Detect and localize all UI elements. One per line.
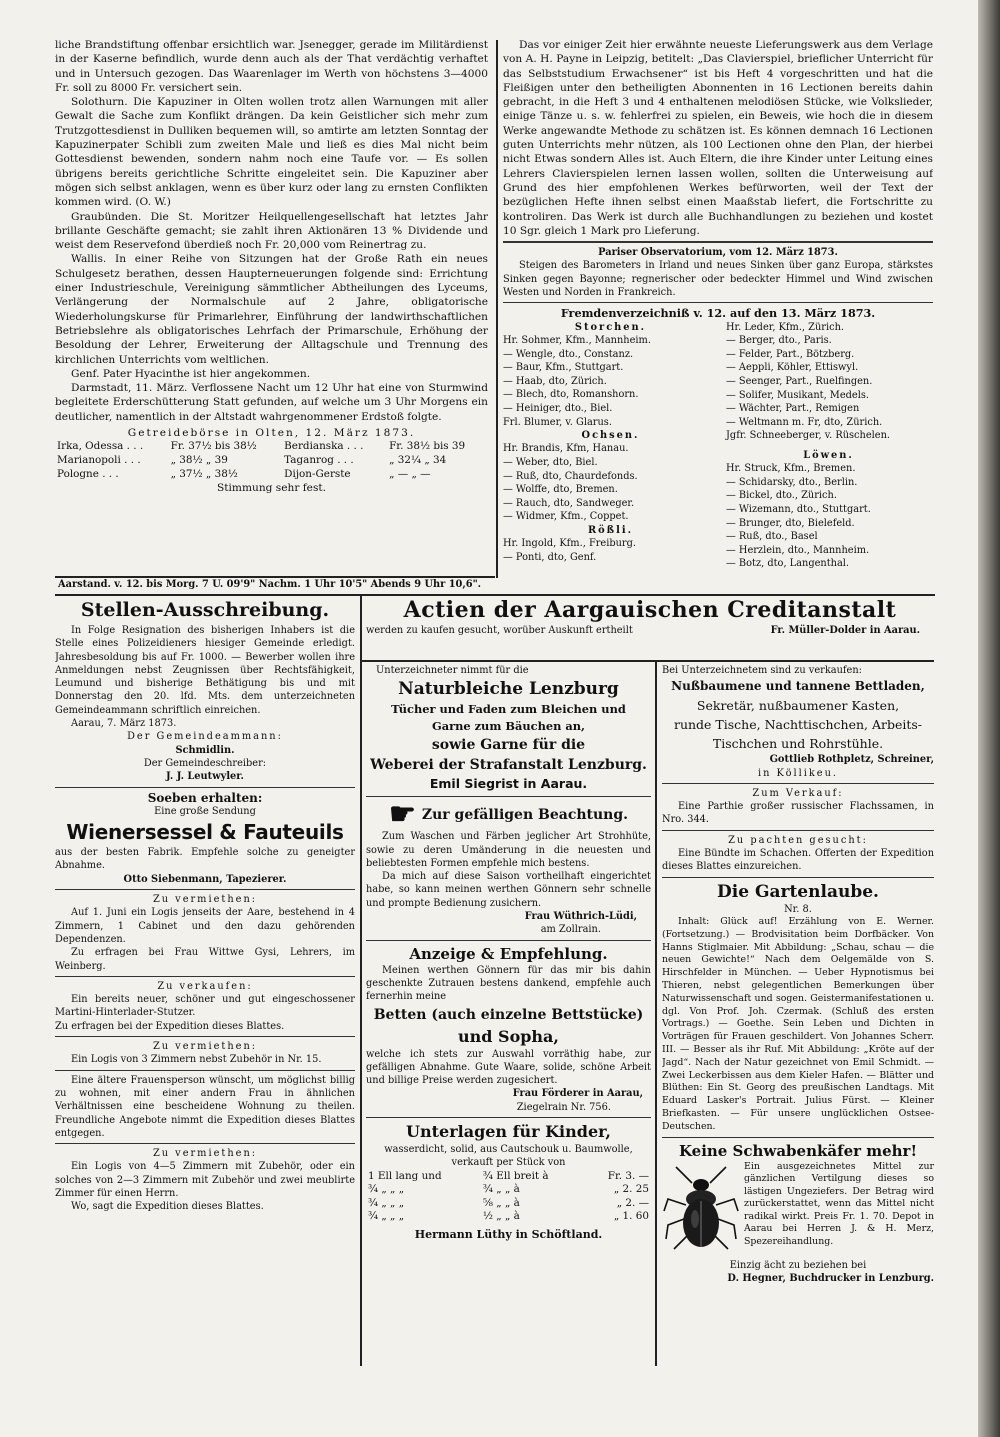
price-cell-b: ½ „ „ à: [482, 1210, 520, 1223]
ad-unterlagen-text2: verkauft per Stück von: [451, 1157, 566, 1169]
ad-wiener-sign: Otto Siebenmann, Tapezierer.: [123, 873, 287, 885]
storchen-guests: [503, 334, 718, 429]
guest-entry: Hr. Ingold, Kfm., Freiburg.: [503, 538, 636, 550]
ad-anzeige-big1: Betten (auch einzelne Bettstücke): [373, 1006, 644, 1023]
ad-anzeige-text2: welche ich stets zur Auswahl vorräthig habe, zur gefälligen Abnahme. Gute Waare, solide, schöne Arbeit und billige Preise werden zugesichert.: [366, 1048, 651, 1087]
divider: [662, 877, 934, 878]
ad-vermiethen-3-text: Ein Logis von 4—5 Zimmern mit Zubehör, oder ein solches von 2—3 Zimmern mit Zubehör und zwei meublirte Zimmer für einen Herrn.: [55, 1161, 355, 1199]
grain-cell-b: Fr. 37½ bis 38½: [170, 440, 257, 453]
ad-wiener-sub: Eine große Sendung: [154, 805, 256, 817]
news-column-left: [55, 38, 488, 574]
ad-vermiethen-1-text: Auf 1. Juni ein Logis jenseits der Aare, bestehend in 4 Zimmern, 1 Cabinet und den dazu gehörenden Dependenzen.: [55, 907, 355, 945]
guest-entry: Hr. Leder, Kfm., Zürich.: [726, 321, 845, 333]
price-cell-c: Fr. 3. —: [607, 1169, 649, 1182]
ad-stellen-name2: J. J. Leutwyler.: [166, 771, 244, 783]
ad-anzeige-sign: Frau Förderer in Aarau,: [512, 1088, 643, 1100]
guest-entry: Hr. Brandis, Kfm, Hanau.: [503, 443, 629, 455]
ad-vermiethen-2-text: Ein Logis von 3 Zimmern nebst Zubehör in Nr. 15.: [71, 1054, 322, 1066]
ad-verkaufen-text2: Zu erfragen bei der Expedition dieses Blattes.: [55, 1020, 285, 1032]
ad-vermiethen-2-head: Zu vermiethen:: [152, 1041, 258, 1053]
ad-vermiethen-1-text2: Zu erfragen bei Frau Wittwe Gysi, Lehrers, im Weinberg.: [55, 947, 355, 972]
guest-entry: — Seenger, Part., Ruelfingen.: [726, 376, 873, 388]
rossli-guests: [503, 537, 718, 564]
guest-entry: — Widmer, Kfm., Coppet.: [503, 511, 629, 523]
ad-stellen-title: Stellen-Ausschreibung.: [80, 599, 330, 621]
ad-anzeige-addr: Ziegelrain Nr. 756.: [516, 1101, 611, 1113]
ad-vermiethen-3-head: Zu vermiethen:: [152, 1148, 258, 1160]
ad-gartenlaube: [662, 881, 934, 1134]
guest-entry: — Solifer, Musikant, Medels.: [726, 389, 869, 401]
price-cell-a: ¾ „ „ „: [368, 1196, 405, 1209]
grain-cell-d: Fr. 38½ bis 39: [389, 440, 466, 453]
divider: [55, 1036, 355, 1037]
ad-stellen-text: In Folge Resignation des bisherigen Inhabers ist die Stelle eines Polizeidieners hiesiger Gemeinde erledigt. Jahresbesoldung bis auf Fr. 1000. — Bewerber wollen ihre Anmeldungen nebst Zeugnissen über Rechtsfähigkeit, Leumund und bisherige Bethätigung bis und mit Donnerstag den 20. lfd. Mts. dem unterzeichneten Gemeindeammann schriftlich einreichen.: [55, 625, 355, 716]
ad-actien-title: Actien der Aargauischen Creditanstalt: [403, 597, 897, 623]
divider: [662, 830, 934, 831]
guest-entry: — Wolffe, dto, Bremen.: [503, 484, 618, 496]
guest-entry: — Brunger, dto, Bielefeld.: [726, 517, 855, 529]
ad-verkaufen: [55, 980, 355, 1033]
guest-entry: — Berger, dto., Paris.: [726, 335, 832, 347]
guest-list-left: [503, 321, 718, 571]
ad-stellen-name1: Schmidlin.: [175, 744, 235, 756]
ad-schwaben-title: Keine Schwabenkäfer mehr!: [678, 1141, 918, 1160]
guest-entry: — Felder, Part., Bötzberg.: [726, 348, 855, 360]
ad-flachs-text: Eine Parthie großer russischer Flachssamen, in Nro. 344.: [662, 801, 934, 826]
column-divider: [496, 40, 498, 578]
article-darmstadt: Darmstadt, 11. März. Verflossene Nacht um 12 Uhr hat eine von Sturmwind begleitete Erderschütterung Statt gefunden, auf welche um 3 Uhr Morgens ein deutlicher, namentlich in der Altstadt wahrgenommener Erdstoß folgte.: [55, 382, 488, 423]
guest-entry: — Blech, dto, Romanshorn.: [503, 389, 639, 401]
guest-entry: — Haab, dto, Zürich.: [503, 375, 607, 387]
ad-anzeige-big2: und Sopha,: [457, 1026, 559, 1046]
pointing-hand-icon: ☛: [388, 797, 416, 833]
ad-vermiethen-3-text2: Wo, sagt die Expedition dieses Blattes.: [71, 1201, 264, 1213]
river-level-line: Aarstand. v. 12. bis Morg. 7 U. 09'9" Nachm. 1 Uhr 10'5" Abends 9 Uhr 10,6".: [58, 579, 482, 590]
guest-entry: — Wengle, dto., Constanz.: [503, 348, 634, 360]
grain-row: [55, 454, 488, 468]
ad-stellen-role1: Der Gemeindeammann:: [127, 731, 283, 743]
ad-beachtung-title: Zur gefälligen Beachtung.: [421, 807, 629, 824]
ad-anzeige: [366, 944, 651, 1114]
price-cell-b: ¾ „ „ à: [482, 1183, 520, 1196]
ad-wiener-title: Wienersessel & Fauteuils: [66, 820, 344, 845]
grain-cell-c: Taganrog . . .: [284, 453, 354, 466]
ad-stellen-date: Aarau, 7. März 1873.: [71, 718, 177, 730]
ad-buendte: [662, 834, 934, 874]
ad-unterlagen: [366, 1121, 651, 1241]
divider: [366, 940, 651, 941]
ad-gartenlaube-nr: Nr. 8.: [784, 903, 812, 915]
cockroach-illustration: [662, 1161, 740, 1259]
ad-naturbleiche-l1: Tücher und Faden zum Bleichen und: [391, 702, 626, 717]
article-brandstiftung: liche Brandstiftung offenbar ersichtlich war. Jsenegger, gerade im Militärdienst in der Kaserne befindlich, wurde denn auch als der That verdächtig verhaftet und in Untersuch gezogen. Das Waarenlager im Werth von höchstens 3—4000 Fr. soll zu 8000 Fr. versichert sein.: [55, 39, 488, 94]
guest-entry: — Baur, Kfm., Stuttgart.: [503, 362, 624, 374]
guest-entry: — Ponti, dto, Genf.: [503, 551, 597, 563]
article-wallis: Wallis. In einer Reihe von Sitzungen hat der Große Rath ein neues Schulgesetz berathen, dessen Haupterneuerungen folgende sind: Errichtung einer Industrieschule, Vereinigung sämmtlicher Abtheilungen des Lyceums, Verlängerung der Normalschule auf 2 Jahre, obligatorische Wiederholungskurse für Primarlehrer, Einführung der landwirthschaftlichen Betriebslehre als obligatorisches Lehrfach der Primarschule, Erhöhung der Besoldung der Lehrer, Erweiterung der Alltagschule und Trennung des kirchlichen Unterrichts vom weltlichen.: [55, 253, 488, 366]
ad-anzeige-title: Anzeige & Empfehlung.: [409, 944, 608, 963]
ad-beachtung-header: [366, 797, 651, 833]
ad-unterlagen-sign: Hermann Lüthy in Schöftland.: [414, 1228, 603, 1242]
ad-verkaufen-text: Ein bereits neuer, schöner und gut eingeschossener Martini-Hinterlader-Stutzer.: [55, 994, 355, 1019]
price-row: [366, 1183, 651, 1197]
ad-wienersessel: [55, 791, 355, 886]
ad-actien: [366, 596, 934, 658]
divider: [55, 787, 355, 788]
grain-cell-b: „ 38½ „ 39: [170, 453, 228, 466]
hotel-storchen: Storchen.: [574, 321, 647, 333]
ad-bettladen-l1: Nußbaumene und tannene Bettladen,: [671, 679, 925, 694]
price-cell-a: 1 Ell lang und: [368, 1169, 442, 1182]
ad-bettladen-intro: Bei Unterzeichnetem sind zu verkaufen:: [662, 665, 862, 676]
price-cell-a: ¾ „ „ „: [368, 1210, 405, 1223]
ad-bettladen-l3: runde Tische, Nachttischchen, Arbeits-: [673, 717, 923, 733]
news-column-right: [503, 38, 933, 578]
observatory-title: Pariser Observatorium, vom 12. März 1873.: [598, 247, 838, 259]
guest-entry: Hr. Struck, Kfm., Bremen.: [726, 463, 856, 475]
grain-exchange-table: [55, 440, 488, 481]
price-cell-b: ¾ Ell breit à: [482, 1169, 549, 1182]
divider: [55, 1143, 355, 1144]
ad-stellen: [55, 596, 355, 784]
rule: [362, 660, 934, 662]
grain-cell-c: Berdianska . . .: [284, 440, 364, 453]
hotel-lowen: Löwen.: [803, 449, 854, 461]
grain-cell-c: Dijon-Gerste: [284, 467, 351, 480]
ad-schwaben-sign: D. Hegner, Buchdrucker in Lenzburg.: [727, 1272, 934, 1284]
ad-vermiethen-2: [55, 1040, 355, 1067]
divider: [55, 889, 355, 890]
grain-cell-d: „ — „ —: [389, 467, 431, 480]
price-cell-c: „ 2. —: [616, 1196, 649, 1209]
ad-naturbleiche-intro: Unterzeichneter nimmt für die: [376, 665, 529, 676]
price-cell-c: „ 1. 60: [613, 1210, 649, 1223]
divider: [55, 976, 355, 977]
page-edge-shadow: [978, 0, 1000, 1437]
ad-naturbleiche-l3: sowie Garne für die: [431, 737, 586, 754]
price-row: [366, 1210, 651, 1224]
divider: [662, 1137, 934, 1138]
ad-flachs: [662, 787, 934, 827]
ad-actien-row: [366, 624, 934, 637]
ad-anzeige-text: Meinen werthen Gönnern für das mir bis dahin geschenkte Zutrauen bestens dankend, empfehle auch fernerhin meine: [366, 964, 651, 1003]
grain-cell-b: „ 37½ „ 38½: [170, 467, 238, 480]
ads-column-right: [662, 664, 934, 1366]
guest-entry: Jgfr. Schneeberger, v. Rüschelen.: [726, 430, 890, 442]
ad-actien-sign: Fr. Müller-Dolder in Aarau.: [770, 625, 920, 636]
divider: [503, 241, 933, 243]
ad-unterlagen-text: wasserdicht, solid, aus Cautschouk u. Baumwolle,: [384, 1144, 633, 1156]
divider: [503, 302, 933, 303]
article-graubuenden: Graubünden. Die St. Moritzer Heilquellengesellschaft hat letztes Jahr brillante Geschäfte gemacht; sie zahlt ihren Aktionären 13 % Dividende und weist dem Reservefond überdieß noch Fr. 20,000 vom Reinertrag zu.: [55, 210, 488, 252]
ad-unterlagen-title: Unterlagen für Kinder,: [406, 1122, 611, 1142]
grain-exchange-title: Getreidebörse in Olten, 12. März 1873.: [127, 427, 416, 440]
ads-column-left: [55, 596, 355, 1366]
ad-flachs-head: Zum Verkauf:: [752, 787, 844, 799]
price-row: [366, 1170, 651, 1184]
column-divider: [655, 660, 657, 1366]
guest-entry: Hr. Sohmer, Kfm., Mannheim.: [503, 334, 651, 346]
guest-list-title: Fremdenverzeichniß v. 12. auf den 13. März 1873.: [560, 306, 876, 321]
grain-exchange-note: Stimmung sehr fest.: [217, 482, 326, 495]
ad-schwaben-text: Ein ausgezeichnetes Mittel zur gänzlichen Vertilgung dieses so lästigen Ungeziefers. Der Betrag wird zurückerstattet, wenn das Mittel nicht radikal wirkt. Preis Fr. 1. 70. Depot in Aarau bei Herren J. & H. Merz, Spezereihandlung.: [744, 1160, 934, 1248]
price-row: [366, 1197, 651, 1211]
grain-cell-a: Pologne . . .: [57, 467, 119, 480]
ad-naturbleiche-title: Naturbleiche Lenzburg: [398, 679, 619, 700]
guest-entry: — Wizemann, dto., Stuttgart.: [726, 504, 871, 516]
ad-naturbleiche-l2: Garne zum Bäuchen an,: [431, 719, 585, 734]
ad-beachtung-sign: Frau Wüthrich-Lüdi,: [524, 911, 637, 923]
ad-bettladen-sign: Gottlieb Rothpletz, Schreiner,: [769, 754, 934, 766]
grain-row: [55, 440, 488, 454]
grain-row: [55, 468, 488, 482]
column-divider: [360, 596, 362, 1366]
ad-beachtung-place: am Zollrain.: [540, 924, 601, 936]
grain-cell-d: „ 32¼ „ 34: [389, 453, 447, 466]
ad-bettladen: [662, 664, 934, 780]
ad-buendte-head: Zu pachten gesucht:: [728, 834, 868, 846]
ad-actien-text: werden zu kaufen gesucht, worüber Auskunft ertheilt: [366, 625, 633, 636]
ad-bettladen-place: in Köllikeu.: [757, 767, 839, 779]
guest-entry: — Heiniger, dto., Biel.: [503, 402, 613, 414]
ad-beachtung: [366, 797, 651, 936]
ad-vermiethen-3: [55, 1147, 355, 1213]
guest-list-right: [726, 321, 931, 571]
guest-entry: — Aeppli, Köhler, Ettiswyl.: [726, 362, 859, 374]
guest-entry: Frl. Blumer, v. Glarus.: [503, 416, 612, 428]
ad-wiener-text: aus der besten Fabrik. Empfehle solche zu geneigter Abnahme.: [55, 847, 355, 872]
hotel-rossli: Rößli.: [588, 524, 633, 536]
ad-schwabenkaefer: [662, 1141, 934, 1286]
ad-bettladen-l2: Sekretär, nußbaumener Kasten,: [696, 698, 900, 714]
divider: [662, 783, 934, 784]
ad-schwaben-text2: Einzig ächt zu beziehen bei: [729, 1259, 867, 1271]
guest-entry: — Botz, dto, Langenthal.: [726, 558, 850, 570]
price-cell-b: ⅝ „ „ à: [482, 1196, 520, 1209]
article-clavierspiel: Das vor einiger Zeit hier erwähnte neueste Lieferungswerk aus dem Verlage von A. H. Payne in Leipzig, betitelt: „Das Clavierspiel, brieflicher Unterricht für das Selbststudium Erwachsener“ ist bis Heft 4 vorgeschritten und hat die Fleißigen unter den betheiligten Abonnenten in 16 Lectionen bereits dahin gebracht, in die Heft 3 und 4 enthaltenen melodiösen Stücke, wie Volkslieder, einige Tänze u. s. w. fehlerfrei zu spielen, ein Beweis, wie hoch die in diesem Werke angewandte Methode zu schätzen ist. Es können demnach 16 Lectionen guten Unterrichts mehr nützen, als 100 Lectionen ohne den Plan, der hierbei nicht Etwas sondern Alles ist. Auch Eltern, die ihre Kinder unter Leitung eines Lehrers Clavierspielen lernen lassen wollen, sollten die Unterweisung auf Grund des hier empfohlenen Werkes befürworten, weil der Text der bezüglichen Hefte ihnen selbst einen Maaßstab liefert, die Fortschritte zu kontroliren. Das Werk ist durch alle Buchhandlungen zu beziehen und kostet 10 Sgr. gleich 1 Mark pro Lieferung.: [503, 39, 933, 237]
storchen-guests-continued: [726, 321, 931, 443]
guest-entry: — Bickel, dto., Zürich.: [726, 490, 837, 502]
guest-entry: — Weltmann m. Fr, dto, Zürich.: [726, 416, 883, 428]
ad-schwaben-body: [662, 1161, 934, 1259]
ad-naturbleiche-l4: Weberei der Strafanstalt Lenzburg.: [370, 757, 647, 774]
ad-vermiethen-1-head: Zu vermiethen:: [152, 894, 258, 906]
guest-list: [503, 321, 933, 571]
guest-entry: — Wächter, Part., Remigen: [726, 403, 860, 415]
ads-column-middle: [366, 664, 651, 1364]
hotel-ochsen: Ochsen.: [581, 430, 640, 442]
ad-verkaufen-head: Zu verkaufen:: [157, 980, 253, 992]
guest-entry: — Ruß, dto., Basel: [726, 531, 818, 543]
ad-frauensperson: [55, 1074, 355, 1140]
grain-cell-a: Irka, Odessa . . .: [57, 440, 144, 453]
article-genf: Genf. Pater Hyacinthe ist hier angekommen.: [71, 367, 311, 380]
ad-frau-text: Eine ältere Frauensperson wünscht, um möglichst billig zu wohnen, mit einer andern Frau in ähnlichen Verhältnissen eine bescheidene Wohnung zu theilen. Freundliche Angebote nimmt die Expedition dieses Blattes entgegen.: [55, 1074, 355, 1139]
ad-unterlagen-table: [366, 1170, 651, 1224]
guest-entry: — Weber, dto, Biel.: [503, 456, 598, 468]
ad-beachtung-text: Zum Waschen und Färben jeglicher Art Strohhüte, sowie zu deren Umänderung in die neuesten und beliebtesten Formen empfehle mich bestens.: [366, 831, 651, 869]
ochsen-guests: [503, 442, 718, 524]
guest-entry: — Herzlein, dto., Mannheim.: [726, 544, 870, 556]
ad-buendte-text: Eine Bündte im Schachen. Offerten der Expedition dieses Blattes einzureichen.: [662, 848, 934, 873]
guest-entry: — Ruß, dto, Chaurdefonds.: [503, 470, 638, 482]
ad-bettladen-l4: Tischchen und Rohrstühle.: [712, 736, 884, 752]
guest-entry: — Schidarsky, dto., Berlin.: [726, 476, 858, 488]
price-cell-a: ¾ „ „ „: [368, 1183, 405, 1196]
ad-stellen-role2: Der Gemeindeschreiber:: [143, 757, 267, 769]
observatory-text: Steigen des Barometers in Irland und neues Sinken über ganz Europa, stärkstes Sinken gegen Bayonne; regnerischer oder bedeckter Himmel und Wind zwischen Westen und Norden in Frankreich.: [503, 260, 933, 299]
ad-gartenlaube-text: Inhalt: Glück auf! Erzählung von E. Werner. (Fortsetzung.) — Brodvisitation beim Dorfbäcker. Von Hanns Stiglmaier. Mit Abbildung: „Schau, schau — die neuen Gewichte!“ Nach dem Oelgemälde von S. Hirschfelder in München. — Ueber Hypnotismus bei Thieren, nebst gelegentlichen Bemerkungen über Naturwissenschaft und sogen. Geistermanifestationen u. dgl. Von Prof. Joh. Czermak. (Schluß des ersten Vortrags.) — Goethe. Sein Leben und Dichten in Vorträgen für Frauen geschildert. Von Johannes Scherr. III. — Besser als ihr Ruf. Mit Abbildung: „Kröte auf der Jagd“. Nach der Natur gezeichnet von Emil Schmidt. — Zwei Leckerbissen aus dem Kieler Hafen. — Blätter und Blüthen: Ein St. Georg des preußischen Landtags. Mit Eduard Lasker's Portrait. Julius Fürst. — Kleiner Briefkasten. — Für unsere unglücklichen Ostsee-Deutschen.: [662, 915, 934, 1132]
price-cell-c: „ 2. 25: [613, 1183, 649, 1196]
guest-entry: — Rauch, dto, Sandweger.: [503, 497, 635, 509]
ad-vermiethen-1: [55, 893, 355, 973]
ad-beachtung-text2: Da mich auf diese Saison vortheilhaft eingerichtet habe, so kann meinen werthen Gönnern sehr schnelle und prompte Bedienung zusichern.: [366, 871, 651, 909]
ad-naturbleiche-sign: Emil Siegrist in Aarau.: [429, 776, 588, 792]
article-solothurn: Solothurn. Die Kapuziner in Olten wollen trotz allen Warnungen mit aller Gewalt die Sache zum Konflikt drängen. Da kein Geistlicher sich mehr zum Trutzgottesdienst in Dulliken bequemen will, so amtirte am letzten Sonntag der Kapuzinerpater Schibli zum zweiten Male und ließ es dies Mal nicht beim Gottesdienst bewenden, sondern nahm noch eine Taufe vor. — Es sollen übrigens bereits gerichtliche Schritte eingeleitet sein. Die Kapuziner aber mögen sich selbst anklagen, wenn es über kurz oder lang zu ernsten Conflikten kommen wird. (O. W.): [55, 96, 488, 209]
ad-wiener-head: Soeben erhalten:: [147, 790, 263, 805]
divider: [366, 1117, 651, 1118]
divider: [55, 1070, 355, 1071]
grain-cell-a: Marianopoli . . .: [57, 453, 141, 466]
ad-gartenlaube-title: Die Gartenlaube.: [717, 881, 879, 902]
ad-naturbleiche: [366, 664, 651, 793]
lowen-guests: [726, 462, 931, 571]
